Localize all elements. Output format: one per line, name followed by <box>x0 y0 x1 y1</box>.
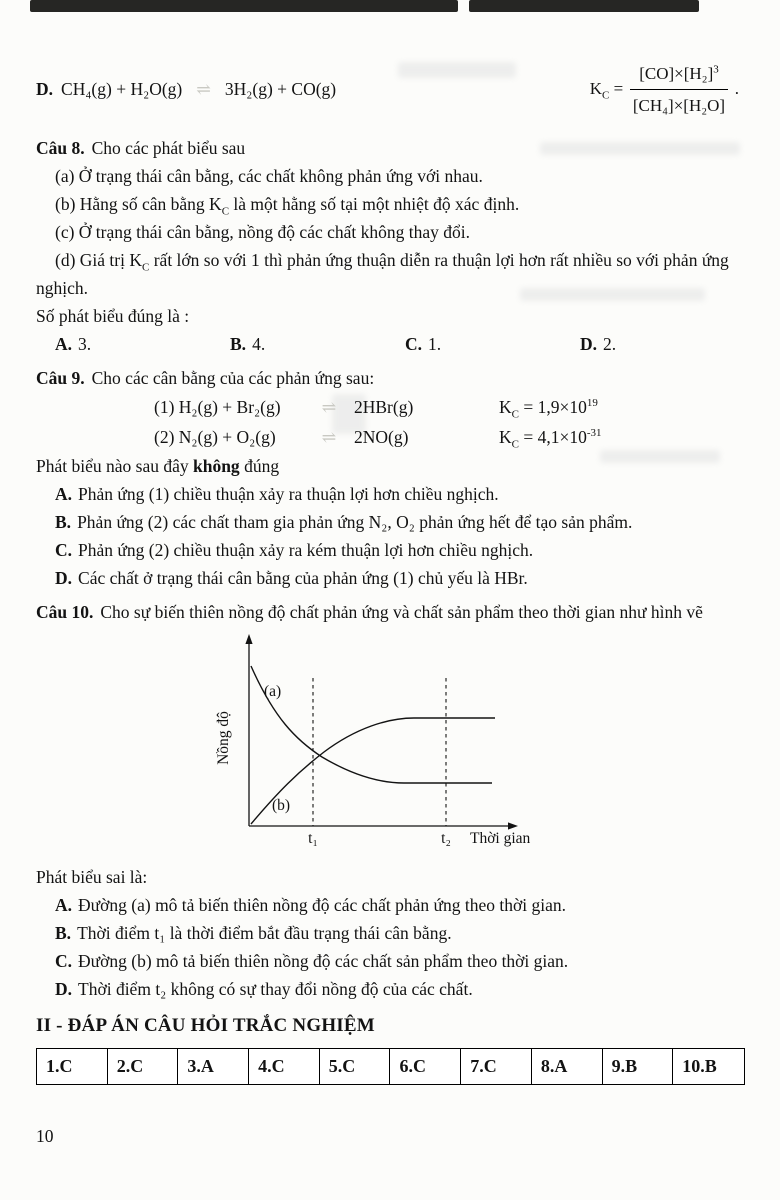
equilibrium-arrow-icon: ⇌ <box>321 397 337 417</box>
question-10-prompt: Phát biểu sai là: <box>36 867 148 887</box>
question-9-option-d: D. Các chất ở trạng thái cân bằng của phản ứng (1) chủ yếu là HBr. <box>55 568 528 588</box>
answer-cell: 3.A <box>178 1049 249 1084</box>
page-content <box>36 50 745 1085</box>
graph-canvas <box>204 626 544 854</box>
answer-cell: 4.C <box>249 1049 320 1084</box>
question-9-heading <box>36 364 745 392</box>
curve-a-label: (a) <box>264 683 282 700</box>
scan-edge-artifact <box>469 0 699 12</box>
statement-b: (b) Hằng số cân bằng $K_C$ là một hằng số tại một nhiệt độ xác định. <box>55 194 520 218</box>
question-10-label: Câu 10. <box>36 602 94 622</box>
question-8-option-a: A. 3. <box>55 334 92 354</box>
reaction-2-reagents: (2) N₂(g) + O₂(g) <box>154 427 276 447</box>
x-axis-label: Thời gian <box>470 830 531 847</box>
question-8-prompt: Số phát biểu đúng là : <box>36 306 190 326</box>
t1-tick-label: t₁ <box>308 830 318 847</box>
kc-denominator: [CH₄]×[H₂O] <box>632 95 726 115</box>
question-8-options <box>36 330 745 358</box>
reaction-rhs: 3H₂(g) + CO(g) <box>224 79 337 99</box>
kc-numerator: $[CO]\times[H_2]^3$ <box>630 61 728 90</box>
question-10-intro: Cho sự biến thiên nồng độ chất phản ứng và chất sản phẩm theo thời gian như hình vẽ <box>100 602 703 622</box>
question-8-option-d: D. 2. <box>580 334 617 354</box>
option-d-equation-row <box>36 50 745 128</box>
question-8-label: Câu 8. <box>36 138 85 158</box>
answer-cell: 6.C <box>390 1049 461 1084</box>
kc-symbol-subscript: C <box>602 89 610 102</box>
curve-b-label: (b) <box>272 797 291 814</box>
kc-symbol: $K_C$ = <box>589 79 624 102</box>
question-9-option-b: B. Phản ứng (2) các chất tham gia phản ứng N₂, O₂ phản ứng hết để tạo sản phẩm. <box>55 512 633 532</box>
x-axis-arrowhead-icon <box>508 822 518 829</box>
question-8-intro: Cho các phát biểu sau <box>91 138 246 158</box>
reaction-lhs: CH₄(g) + H₂O(g) <box>61 79 183 99</box>
answer-cell: 9.B <box>603 1049 674 1084</box>
answer-cell: 10.B <box>682 1056 717 1076</box>
question-9-prompt: Phát biểu nào sau đây không đúng <box>36 456 280 476</box>
kc-fraction <box>630 61 728 118</box>
y-axis-arrowhead-icon <box>245 634 252 644</box>
question-10-option-b: B. Thời điểm t₁ là thời điểm bắt đầu trạng thái cân bằng. <box>55 923 452 943</box>
question-8-option-b: B. 4. <box>230 334 266 354</box>
equilibrium-arrow-icon: ⇌ <box>321 427 337 447</box>
question-8-heading <box>36 134 745 162</box>
question-10-option-a: A. Đường (a) mô tả biến thiên nồng độ các chất phản ứng theo thời gian. <box>55 895 566 915</box>
statement-d: (d) Giá trị $K_C$ rất lớn so với 1 thì phản ứng thuận diễn ra thuận lợi hơn rất nhiều so với phản ứng nghịch. <box>36 250 729 298</box>
question-10-heading <box>36 598 745 626</box>
answer-key-table <box>36 1048 745 1085</box>
reaction-2-kc: $K_C = 4,1\times 10^{-31}$ <box>499 427 602 451</box>
option-d-label: D. <box>36 79 54 99</box>
concentration-time-graph <box>204 626 745 859</box>
kc-numerator-exponent: 3 <box>713 62 719 75</box>
question-9-intro: Cho các cân bằng của các phản ứng sau: <box>91 368 375 388</box>
answer-cell: 1.C <box>37 1049 108 1084</box>
curve-a-reactant <box>251 666 492 783</box>
reaction-1-reagents: (1) H₂(g) + Br₂(g) <box>154 397 281 417</box>
kc-period: . <box>734 79 739 98</box>
kc-equals: = <box>613 79 624 98</box>
kc-expression <box>590 61 745 118</box>
y-axis-label: Nồng độ <box>215 711 232 765</box>
statement-c: (c) Ở trạng thái cân bằng, nồng độ các chất không thay đổi. <box>55 222 471 242</box>
page-number: 10 <box>36 1126 54 1146</box>
question-9-option-a: A. Phản ứng (1) chiều thuận xảy ra thuận lợi hơn chiều nghịch. <box>55 484 499 504</box>
reaction-2 <box>154 422 745 452</box>
kc-subscript: C <box>221 205 230 218</box>
reaction-1-kc: $K_C = 1,9\times 10^{19}$ <box>499 397 598 421</box>
t2-tick-label: t₂ <box>441 830 451 847</box>
question-10-option-d: D. Thời điểm t₂ không có sự thay đổi nồng độ của các chất. <box>55 979 473 999</box>
answer-cell: 2.C <box>108 1049 179 1084</box>
question-9-label: Câu 9. <box>36 368 85 388</box>
kc-subscript: C <box>142 261 150 274</box>
reaction-1 <box>154 392 745 422</box>
reaction-2-products: 2NO(g) <box>354 427 409 447</box>
answer-key-heading: II - ĐÁP ÁN CÂU HỎI TRẮC NGHIỆM <box>36 1015 375 1036</box>
statement-a: (a) Ở trạng thái cân bằng, các chất không phản ứng với nhau. <box>55 166 483 186</box>
answer-cell: 7.C <box>461 1049 532 1084</box>
question-10-option-c: C. Đường (b) mô tả biến thiên nồng độ các chất sản phẩm theo thời gian. <box>55 951 569 971</box>
question-8-option-c: C. 1. <box>405 334 442 354</box>
scan-edge-artifact <box>30 0 458 12</box>
answer-cell: 5.C <box>320 1049 391 1084</box>
equilibrium-arrow-icon: ⇌ <box>196 79 211 99</box>
reaction-1-products: 2HBr(g) <box>354 397 414 417</box>
answer-cell: 8.A <box>532 1049 603 1084</box>
question-9-option-c: C. Phản ứng (2) chiều thuận xảy ra kém thuận lợi hơn chiều nghịch. <box>55 540 534 560</box>
